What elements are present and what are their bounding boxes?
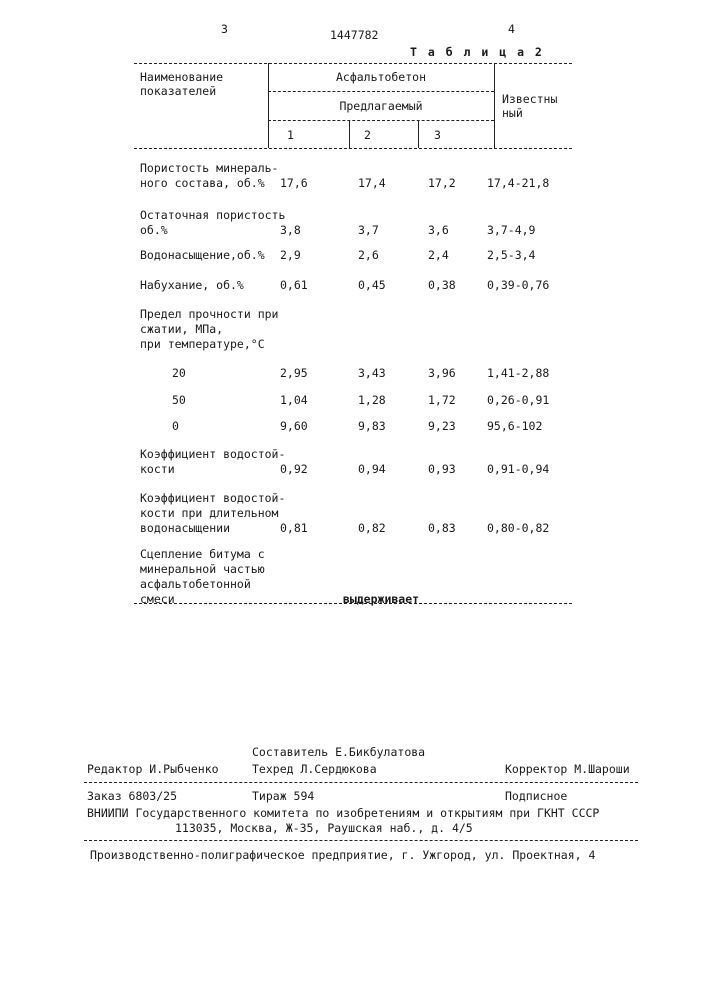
- cell-value: 1,04: [280, 393, 308, 407]
- cell-value: 0,61: [280, 278, 308, 292]
- cell-value: 3,7: [358, 223, 379, 237]
- row-label: Водонасыщение,об.%: [140, 248, 265, 262]
- cell-value: 17,6: [280, 176, 308, 190]
- row-label: Набухание, об.%: [140, 278, 244, 292]
- row-label: смеси: [140, 592, 175, 606]
- table-top-rule: [134, 63, 572, 64]
- row-label: сжатии, МПа,: [140, 322, 223, 336]
- corrector: Корректор М.Шароши: [505, 762, 630, 776]
- row-label: ного состава, об.%: [140, 176, 265, 190]
- row-label: об.%: [140, 223, 168, 237]
- cell-value: 0,92: [280, 462, 308, 476]
- circulation: Тираж 594: [252, 789, 314, 803]
- organization-line: ВНИИПИ Государственного комитета по изобретениям и открытиям при ГКНТ СССР: [87, 806, 599, 820]
- row-label: Пористость минераль-: [140, 161, 278, 175]
- cell-value: 9,83: [358, 419, 386, 433]
- row-label: 0: [172, 419, 179, 433]
- cell-value: 0,81: [280, 521, 308, 535]
- row-label: минеральной частью: [140, 562, 265, 576]
- cell-value: 17,4-21,8: [487, 176, 549, 190]
- patent-page: [0, 0, 707, 1000]
- cell-value: 3,43: [358, 366, 386, 380]
- subscription: Подписное: [505, 789, 567, 803]
- printer: Производственно-полиграфическое предприятие, г. Ужгород, ул. Проектная, 4: [90, 848, 595, 862]
- row-label: водонасыщении: [140, 521, 230, 535]
- cell-value: 0,80-0,82: [487, 521, 549, 535]
- row-label: Коэффициент водостой-: [140, 447, 285, 461]
- cell-value-span: выдерживает: [268, 592, 494, 606]
- cell-value: 95,6-102: [487, 419, 542, 433]
- cell-value: 0,94: [358, 462, 386, 476]
- row-label: Предел прочности при: [140, 307, 278, 321]
- row-label: Коэффициент водостой-: [140, 491, 285, 505]
- editor: Редактор И.Рыбченко: [87, 762, 219, 776]
- row-label: асфальтобетонной: [140, 577, 251, 591]
- column-number-1: 1: [287, 128, 294, 142]
- table-vrule: [349, 120, 350, 148]
- row-label: кости: [140, 462, 175, 476]
- imprint-rule: [84, 840, 638, 841]
- cell-value: 0,82: [358, 521, 386, 535]
- patent-number: 1447782: [330, 28, 378, 42]
- row-label: 20: [172, 366, 186, 380]
- cell-value: 3,6: [428, 223, 449, 237]
- table-bottom-rule: [134, 603, 572, 604]
- cell-value: 2,6: [358, 248, 379, 262]
- cell-value: 9,23: [428, 419, 456, 433]
- cell-value: 3,8: [280, 223, 301, 237]
- cell-value: 17,2: [428, 176, 456, 190]
- cell-value: 17,4: [358, 176, 386, 190]
- cell-value: 2,4: [428, 248, 449, 262]
- row-label: Сцепление битума с: [140, 547, 265, 561]
- cell-value: 0,45: [358, 278, 386, 292]
- cell-value: 0,38: [428, 278, 456, 292]
- cell-value: 0,93: [428, 462, 456, 476]
- column-number-2: 2: [364, 128, 371, 142]
- order-number: Заказ 6803/25: [87, 789, 177, 803]
- cell-value: 2,5-3,4: [487, 248, 535, 262]
- row-label: кости при длительном: [140, 506, 278, 520]
- table-rule: [268, 91, 494, 92]
- cell-value: 0,83: [428, 521, 456, 535]
- cell-value: 1,41-2,88: [487, 366, 549, 380]
- table-rule: [268, 120, 494, 121]
- compiler: Составитель Е.Бикбулатова: [252, 745, 425, 759]
- cell-value: 9,60: [280, 419, 308, 433]
- table-vrule: [494, 63, 495, 148]
- column-header-group: Асфальтобетон: [268, 70, 494, 84]
- row-label: Остаточная пористость: [140, 208, 285, 222]
- page-number-left: 3: [221, 22, 228, 36]
- imprint-rule: [84, 782, 638, 783]
- table-header-bottom-rule: [134, 148, 572, 149]
- column-header-known: Известны ный: [502, 92, 557, 120]
- organization-address: 113035, Москва, Ж-35, Раушская наб., д. 4/5: [175, 821, 473, 835]
- cell-value: 0,26-0,91: [487, 393, 549, 407]
- cell-value: 2,95: [280, 366, 308, 380]
- column-header-subgroup: Предлагаемый: [268, 99, 494, 113]
- cell-value: 0,91-0,94: [487, 462, 549, 476]
- row-label: при температуре,°С: [140, 337, 265, 351]
- column-header-name: Наименование показателей: [140, 70, 223, 98]
- techred: Техред Л.Сердюкова: [252, 762, 377, 776]
- table-vrule: [418, 120, 419, 148]
- cell-value: 1,28: [358, 393, 386, 407]
- cell-value: 3,7-4,9: [487, 223, 535, 237]
- row-label: 50: [172, 393, 186, 407]
- page-number-right: 4: [508, 22, 515, 36]
- column-number-3: 3: [434, 128, 441, 142]
- cell-value: 3,96: [428, 366, 456, 380]
- table-caption: Т а б л и ц а 2: [410, 45, 544, 59]
- cell-value: 2,9: [280, 248, 301, 262]
- cell-value: 0,39-0,76: [487, 278, 549, 292]
- cell-value: 1,72: [428, 393, 456, 407]
